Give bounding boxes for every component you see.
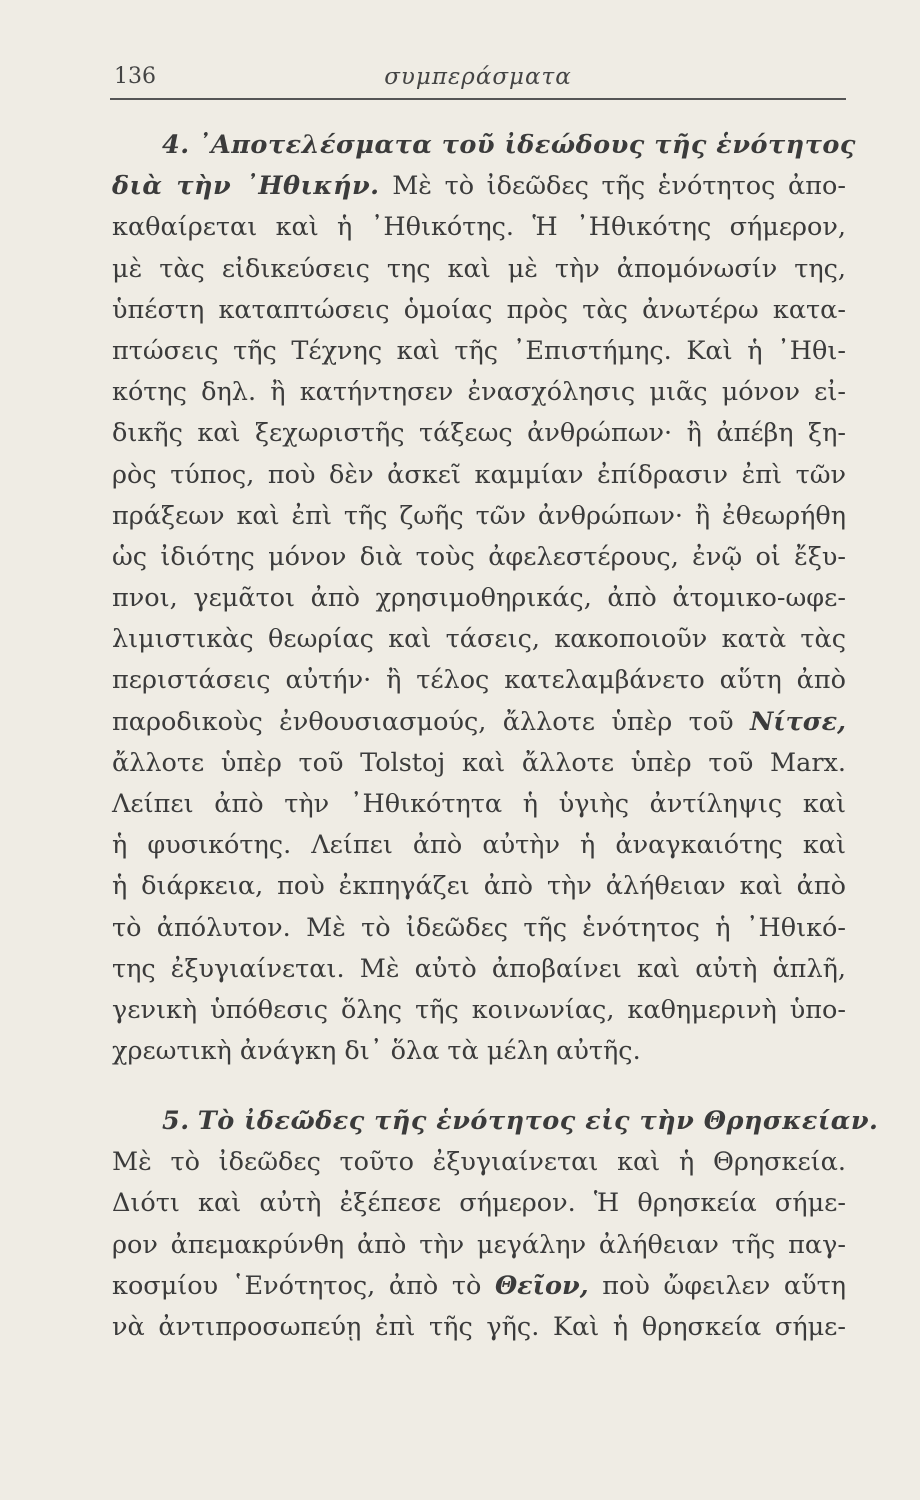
page-number: 136 [114, 64, 156, 89]
body-line: πνοι, γεμᾶτοι ἀπὸ χρησιμοθηρικάς, ἀπὸ ἀτομικο-ωφε- [112, 583, 846, 614]
section-5-title-line [112, 1101, 879, 1142]
body-line: ἄλλοτε ὑπὲρ τοῦ Tolstoj καὶ ἄλλοτε ὑπὲρ τοῦ Marx. [112, 747, 846, 778]
body-line: γενικὴ ὑπόθεσις ὅλης τῆς κοινωνίας, καθημερινὴ ὑπο- [112, 994, 846, 1025]
body-line: δικῆς καὶ ξεχωριστῆς τάξεως ἀνθρώπων· ἢ ἀπέβη ξη- [112, 418, 846, 449]
body-line: της ἐξυγιαίνεται. Μὲ αὐτὸ ἀποβαίνει καὶ αὐτὴ ἁπλῆ, [112, 953, 846, 984]
section-4 [112, 125, 856, 1072]
body-line: πράξεων καὶ ἐπὶ τῆς ζωῆς τῶν ἀνθρώπων· ἢ ἐθεωρήθη [112, 500, 846, 531]
body-line: Μὲ τὸ ἰδεῶδες τοῦτο ἐξυγιαίνεται καὶ ἡ Θρησκεία. [112, 1147, 846, 1178]
body-last-line: χρεωτικὴ ἀνάγκη δι᾿ ὅλα τὰ μέλη αὐτῆς. [112, 1036, 641, 1067]
body-text: ποὺ ὤφειλεν αὕτη [588, 1270, 846, 1301]
body-text: κοσμίου ῾Ενότητος, ἀπὸ τὸ [112, 1270, 495, 1301]
section-4-number: 4. [162, 130, 190, 160]
section-4-title-part1: ᾿Αποτελέσματα τοῦ ἰδεώδους τῆς ἑνότητος [197, 130, 856, 160]
body-text: Μὲ τὸ ἰδεῶδες τῆς ἑνότητος ἀπο- [392, 171, 847, 202]
body-line: ἡ διάρκεια, ποὺ ἐκπηγάζει ἀπὸ τὴν ἀλήθειαν καὶ ἀπὸ [112, 871, 846, 902]
body-line: περιστάσεις αὐτήν· ἢ τέλος κατελαμβάνετο αὕτη ἀπὸ [112, 665, 846, 696]
running-title: συμπεράσματα [384, 64, 572, 90]
body-line: μὲ τὰς εἰδικεύσεις της καὶ μὲ τὴν ἀπομόνωσίν της, [112, 253, 846, 284]
body-line-with-emphasis [112, 1266, 846, 1307]
section-5 [112, 1101, 879, 1348]
section-5-title: Τὸ ἰδεῶδες τῆς ἑνότητος εἰς τὴν Θρησκείαν. [197, 1106, 879, 1136]
section-5-number: 5. [162, 1106, 190, 1136]
body-line: ρον ἀπεμακρύνθη ἀπὸ τὴν μεγάλην ἀλήθειαν τῆς παγ- [112, 1229, 846, 1260]
emphasized-word: Θεῖον, [494, 1270, 589, 1301]
body-line: Λείπει ἀπὸ τὴν ᾿Ηθικότητα ἡ ὑγιὴς ἀντίληψις καὶ [112, 789, 846, 819]
body-line: πτώσεις τῆς Τέχνης καὶ τῆς ᾿Επιστήμης. Καὶ ἡ ᾿Ηθι- [112, 335, 846, 366]
body-line: τὸ ἀπόλυτον. Μὲ τὸ ἰδεῶδες τῆς ἑνότητος ἡ ᾿Ηθικό- [112, 912, 846, 943]
body-line: Διότι καὶ αὐτὴ ἐξέπεσε σήμερον. Ἡ θρησκεία σήμε- [112, 1188, 846, 1219]
section-4-title-line [112, 125, 856, 166]
emphasized-name: Νίτσε, [750, 706, 846, 737]
page-header [110, 64, 846, 100]
body-line: λιμιστικὰς θεωρίας καὶ τάσεις, κακοποιοῦν κατὰ τὰς [112, 624, 846, 655]
body-line: ἡ φυσικότης. Λείπει ἀπὸ αὐτὴν ἡ ἀναγκαιότης καὶ [112, 830, 846, 861]
body-line: κότης δηλ. ἢ κατήντησεν ἐνασχόλησις μιᾶς μόνον εἰ- [112, 377, 846, 408]
body-text: παροδικοὺς ἐνθουσιασμούς, ἄλλοτε ὑπὲρ τοῦ [112, 706, 750, 737]
body-line: ὡς ἰδιότης μόνον διὰ τοὺς ἀφελεστέρους, ἐνῷ οἱ ἔξυ- [112, 541, 846, 572]
body-line: ρὸς τύπος, ποὺ δὲν ἀσκεῖ καμμίαν ἐπίδρασιν ἐπὶ τῶν [112, 459, 846, 490]
body-line: καθαίρεται καὶ ἡ ᾿Ηθικότης. Ἡ ᾿Ηθικότης σήμερον, [112, 212, 846, 243]
section-4-title-line-2 [112, 166, 846, 207]
body-line: ὑπέστη καταπτώσεις ὁμοίας πρὸς τὰς ἀνωτέρω κατα- [112, 294, 846, 325]
body-line-with-name [112, 702, 846, 743]
body-line: νὰ ἀντιπροσωπεύῃ ἐπὶ τῆς γῆς. Καὶ ἡ θρησκεία σήμε- [112, 1311, 846, 1342]
section-4-title-part2: διὰ τὴν ᾿Ηθικήν. [112, 171, 380, 202]
